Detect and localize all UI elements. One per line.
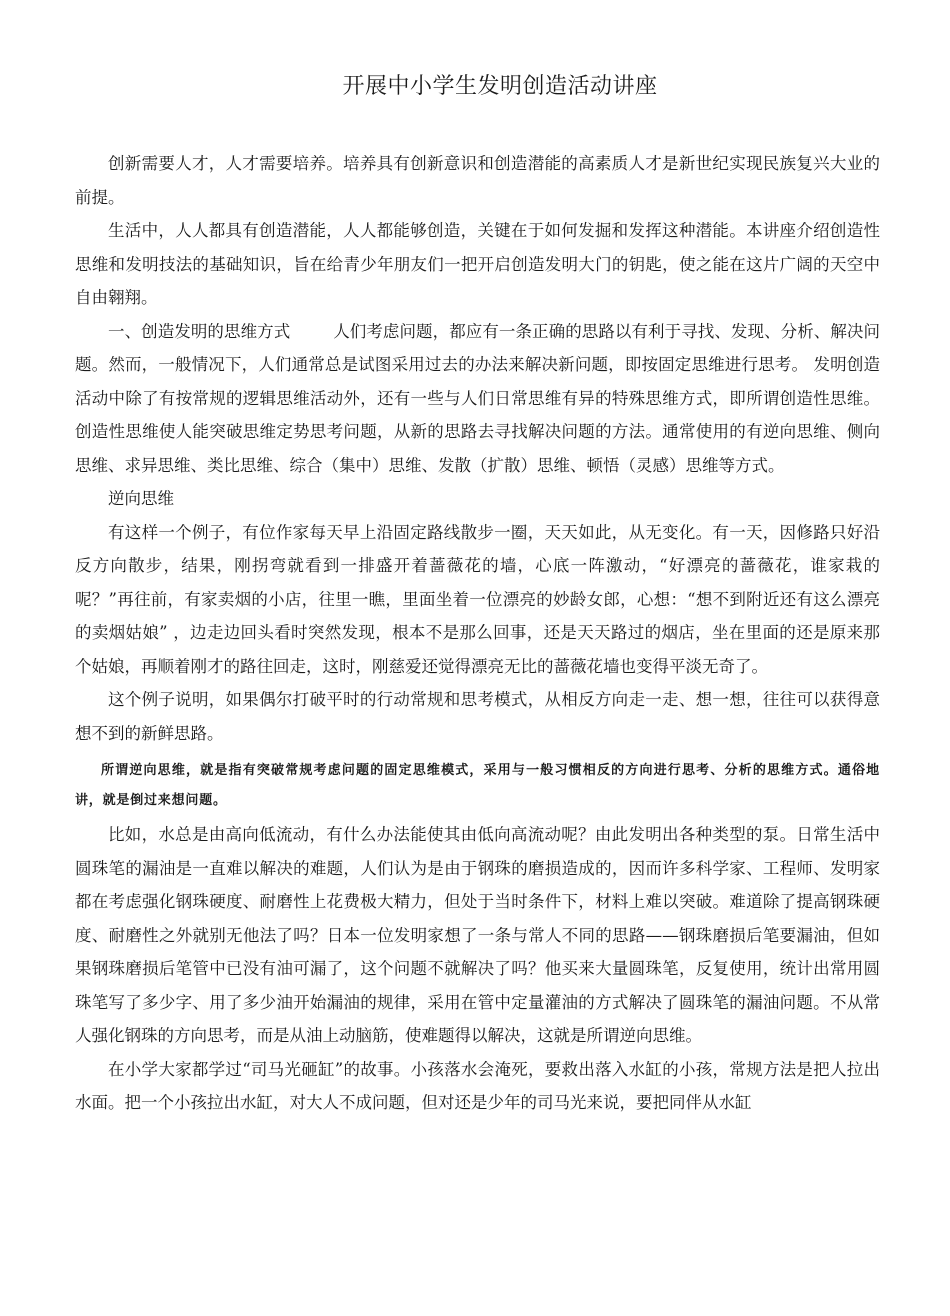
paragraph-example-conclusion: 这个例子说明，如果偶尔打破平时的行动常规和思考模式，从相反方向走一走、想一想，往往可以获得意想不到的新鲜思路。 xyxy=(75,690,880,743)
paragraph-sima-guang: 在小学大家都学过“司马光砸缸”的故事。小孩落水会淹死，要救出落入水缸的小孩，常规方法是把人拉出水面。把一个小孩拉出水缸，对大人不成问题，但对还是少年的司马光来说，要把同伴从水缸 xyxy=(75,1059,880,1112)
definition-paragraph: 所谓逆向思维，就是指有突破常规考虑问题的固定思维模式，采用与一般习惯相反的方向进行思考、分析的思维方式。通俗地讲，就是倒过来想问题。 xyxy=(75,763,880,808)
paragraph-intro-2: 生活中，人人都具有创造潜能，人人都能够创造，关键在于如何发掘和发挥这种潜能。本讲座介绍创造性思维和发明技法的基础知识，旨在给青少年朋友们一把开启创造发明大门的钥匙，使之能在这片广阔的天空中自由翱翔。 xyxy=(75,221,880,307)
document-title: 开展中小学生发明创造活动讲座 xyxy=(342,74,658,99)
paragraph-intro-1: 创新需要人才，人才需要培养。培养具有创新意识和创造潜能的高素质人才是新世纪实现民族复兴大业的前提。 xyxy=(75,154,880,207)
section-heading: 一、创造发明的思维方式 xyxy=(108,321,291,341)
paragraph-section-1 xyxy=(75,315,880,483)
paragraph-pen-example: 比如，水总是由高向低流动，有什么办法能使其由低向高流动呢？由此发明出各种类型的泵。日常生活中圆珠笔的漏油是一直难以解决的难题，人们认为是由于钢珠的磨损造成的，因而许多科学家、工程师、发明家都在考虑强化钢珠硬度、耐磨性上花费极大精力，但处于当时条件下，材料上难以突破。难道除了提高钢珠硬度、耐磨性之外就别无他法了吗？日本一位发明家想了一条与常人不同的思路——钢珠磨损后笔要漏油，但如果钢珠磨损后笔管中已没有油可漏了，这个问题不就解决了吗？他买来大量圆珠笔，反复使用，统计出常用圆珠笔写了多少字、用了多少油开始漏油的规律，采用在管中定量灌油的方式解决了圆珠笔的漏油问题。不从常人强化钢珠的方向思考，而是从油上动脑筋，使难题得以解决，这就是所谓逆向思维。 xyxy=(75,825,880,1045)
section-body: 人们考虑问题，都应有一条正确的思路以有利于寻找、发现、分析、解决问题。然而，一般情况下，人们通常总是试图采用过去的办法来解决新问题，即按固定思维进行思考。 发明创造活动中除了有按常规的逻辑思维活动外，还有一些与人们日常思维有异的特殊思维方式，即所谓创造性思维。创造性思维使人能突破思维定势思考问题，从新的思路去寻找解决问题的方法。通常使用的有逆向思维、侧向思维、求异思维、类比思维、综合（集中）思维、发散（扩散）思维、顿悟（灵感）思维等方式。 xyxy=(75,321,881,475)
document-body xyxy=(75,147,880,1120)
subheading-reverse-thinking: 逆向思维 xyxy=(108,489,174,508)
paragraph-example-story: 有这样一个例子，有位作家每天早上沿固定路线散步一圈，天天如此，从无变化。有一天，因修路只好沿反方向散步，结果，刚拐弯就看到一排盛开着蔷薇花的墙，心底一阵激动，“好漂亮的蔷薇花，谁家栽的呢？”再往前，有家卖烟的小店，往里一瞧，里面坐着一位漂亮的妙龄女郎，心想：“想不到附近还有这么漂亮的卖烟姑娘” ，边走边回头看时突然发现，根本不是那么回事，还是天天路过的烟店，坐在里面的还是原来那个姑娘，再顺着刚才的路往回走，这时，刚慈爱还觉得漂亮无比的蔷薇花墙也变得平淡无奇了。 xyxy=(75,522,880,676)
